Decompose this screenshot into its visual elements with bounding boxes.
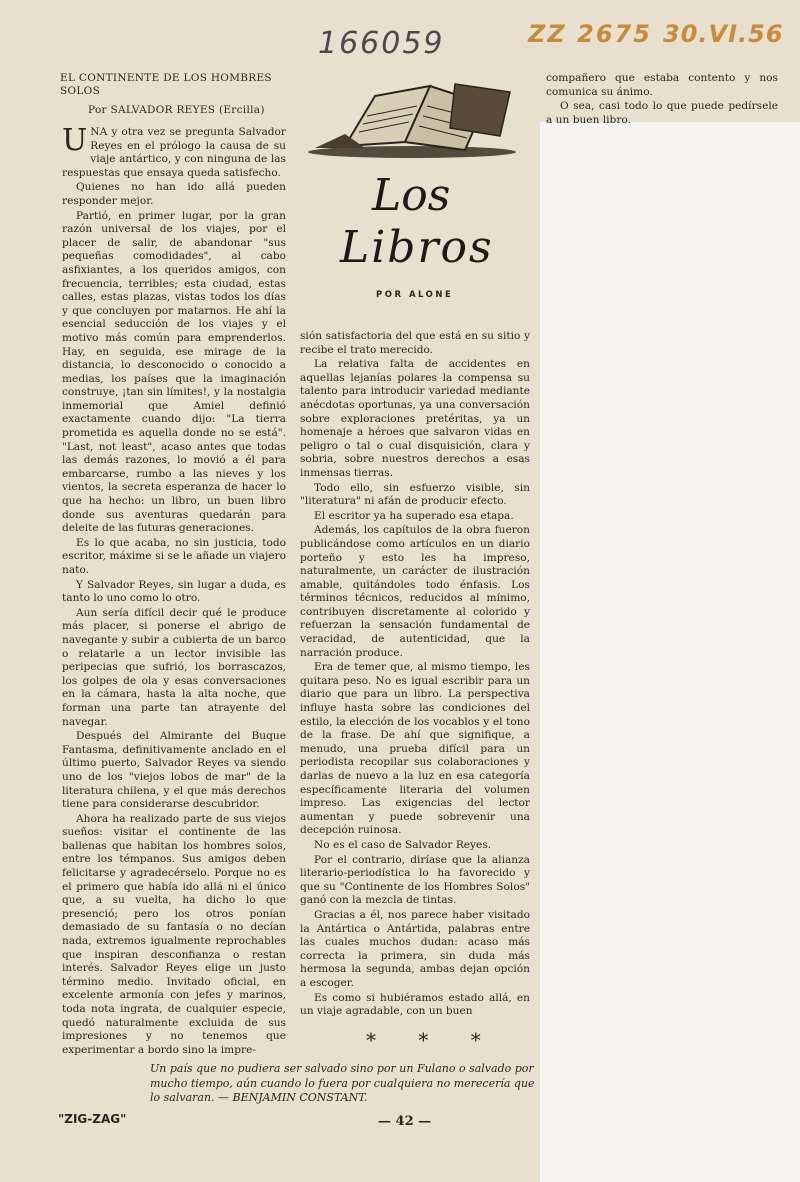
- section-heading-libros: Libros: [340, 222, 494, 273]
- paragraph: Es lo que acaba, no sin justicia, todo escritor, máxime si se le añade un viajero nato.: [62, 536, 286, 576]
- paragraph: Después del Almirante del Buque Fantasma, definitivamente anclado en el último puerto, Salvador Reyes va siendo uno de los "viejos lobos de mar" de la literatura chilena, y el que más derechos tiene para considerarse descubridor.: [62, 730, 286, 811]
- paragraph: O sea, casi todo lo que puede pedírsele a un buen libro.: [546, 100, 778, 126]
- column-1: [62, 123, 286, 1056]
- paragraph: El escritor ya ha superado esa etapa.: [314, 509, 514, 522]
- handwritten-date: 30.VI.56: [663, 20, 784, 48]
- page-number: — 42 —: [378, 1114, 432, 1129]
- paragraph: Era de temer que, al mismo tiempo, les quitara peso. No es igual escribir para un diario que para un libro. La perspectiva influye hasta sobre las condiciones del estilo, la elección de los vocablos y el tono de la frase. De ahí que signifique, a menudo, una prueba difícil para un periodista recopilar sus colaboraciones y darlas de nuevo a la luz en esa categoría específicamente literaria del volumen impreso. Las exigencias del lector aumentan y puede sobrevenir una decepción ruinosa.: [300, 661, 530, 837]
- paragraph: sión satisfactoria del que está en su sitio y recibe el trato merecido.: [300, 330, 530, 356]
- handwritten-number: 166059: [318, 26, 445, 61]
- paragraph: compañero que estaba contento y nos comunica su ánimo.: [546, 72, 778, 98]
- paragraph: Es como si hubiéramos estado allá, en un viaje agradable, con un buen: [300, 991, 530, 1018]
- section-heading-los: Los: [372, 170, 451, 221]
- paragraph: Por el contrario, diríase que la alianza literario-periodística lo ha favorecido y que su "Continente de los Hombres Solos" ganó con la mezcla de tintas.: [300, 853, 530, 907]
- paragraph: UNA y otra vez se pregunta Salvador Reyes en el prólogo la causa de su viaje antártico, y con ninguna de las respuestas que ensaya queda satisfecho.: [62, 123, 286, 179]
- paragraph: Todo ello, sin esfuerzo visible, sin "literatura" ni afán de producir efecto.: [300, 481, 530, 508]
- separator-stars: * * *: [366, 1028, 499, 1052]
- paragraph: Además, los capítulos de la obra fueron publicándose como artículos en un diario porteño y esto les ha impreso, naturalmente, un carácter de ilustración amable, quitándoles todo énfasis. Los términos técnicos, reducidos al mínimo, contribuyen discretamente al colorido y refuerzan la sensación fundamental de veracidad, de autenticidad, que la narración produce.: [300, 524, 530, 659]
- paragraph: Aun sería difícil decir qué le produce más placer, si ponerse el abrigo de navegante y subir a cubierta de un barco o relatarle a un lector invisible las peripecias que sufrió, los borrascazos, los golpes de ola y esas conversaciones en la cámara, hasta la alta noche, que forman una parte tan atrayente del navegar.: [62, 606, 286, 728]
- handwritten-code: ZZ 2675: [528, 20, 652, 48]
- blank-area: [540, 122, 800, 1182]
- article-byline: Por SALVADOR REYES (Ercilla): [88, 104, 265, 116]
- section-author: POR ALONE: [376, 290, 454, 300]
- paragraph: Partió, en primer lugar, por la gran razón universal de los viajes, por el placer de salir, de abandonar "sus pequeñas comodidades", al cabo asfixiantes, a los queridos amigos, con frecuencia, terribles; esta ciudad, estas calles, estas plazas, vistas todos los días y que concluyen por matarnos. He ahí la esencial seducción de los viajes y el motivo más común para emprenderlos. Hay, en seguida, ese mirage de la distancia, lo desconocido o conocido a medias, los países que la imaginación construye, ¡tan sin límites!, y la nostalgia inmemorial que Amiel definió exactamente cuando dijo: "La tierra prometida es aquella donde no se está". "Last, not least", acaso antes que todas las demás razones, lo movió a él para embarcarse, rumbo a las nieves y los vientos, la secreta esperanza de hacer lo que ha hecho: un libro, un buen libro donde sus aventuras quedarán para deleite de las futuras generaciones.: [62, 209, 286, 535]
- books-illustration-icon: [305, 76, 520, 161]
- paragraph: La relativa falta de accidentes en aquellas lejanías polares la compensa su talento para introducir variedad mediante anécdotas oportunas, ya una conversación sobre exploraciones pretéritas, ya un homenaje a héroes que salvaron vidas en peligro o tal o cual disquisición, clara y sobria, sobre nuestros derechos a esas inmensas tierras.: [300, 358, 530, 479]
- article-title: EL CONTINENTE DE LOS HOMBRES SOLOS: [60, 72, 272, 97]
- paragraph: Quienes no han ido allá pueden responder mejor.: [62, 181, 286, 207]
- paragraph: Gracias a él, nos parece haber visitado la Antártica o Antártida, palabras entre las cuales muchos dudan: acaso más correcta la primera, sin duda más hermosa la segunda, ambas dejan opción a escoger.: [300, 908, 530, 989]
- paragraph: Ahora ha realizado parte de sus viejos sueños: visitar el continente de las ballenas que habitan los hombres solos, entre los témpanos. Sus amigos deben felicitarse y agradecérselo. Porque no es el primero que había ido allá ni el único que, a su vuelta, ha dicho lo que presenció; pero los otros ponían demasiado de su fantasía o no decían nada, extremos igualmente reprochables que inspiran desconfianza o restan interés. Salvador Reyes elige un justo término medio. Invitado oficial, en excelente armonía con jefes y marinos, toda nota ingrata, de cualquier especie, quedó naturalmente excluida de sus impresiones y no tenemos que experimentar a bordo sino la impre-: [62, 812, 286, 1056]
- paragraph: No es el caso de Salvador Reyes.: [314, 838, 492, 851]
- column-3: [546, 72, 778, 126]
- magazine-name: "ZIG-ZAG": [58, 1112, 127, 1126]
- closing-quote: Un país que no pudiera ser salvado sino por un Fulano o salvado por mucho tiempo, aún cuando lo fuera por cualquiera no merecería que lo salvaran. — BENJAMIN CONSTANT.: [150, 1062, 535, 1104]
- column-2: [300, 330, 530, 1016]
- paragraph: Y Salvador Reyes, sin lugar a duda, es tanto lo uno como lo otro.: [62, 578, 286, 605]
- drop-cap: U: [62, 123, 88, 158]
